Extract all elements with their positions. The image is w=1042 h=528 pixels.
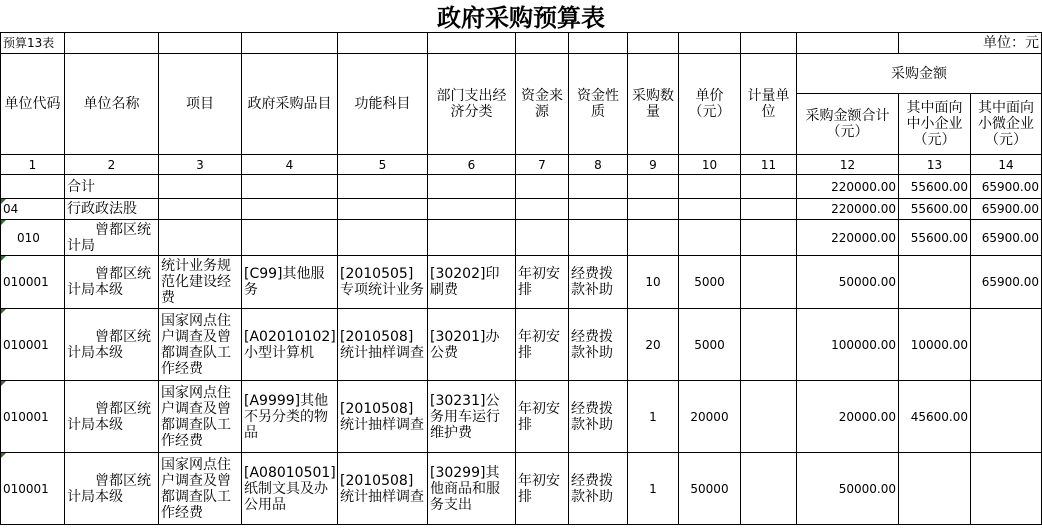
cell-price: 20000	[679, 381, 741, 453]
header-gov-item: 政府采购品目	[242, 54, 338, 155]
cell-sme: 55600.00	[899, 199, 971, 220]
header-micro: 其中面向小微企业（元）	[971, 94, 1042, 155]
cell-qty	[628, 199, 679, 220]
table-meta-row	[1, 33, 1042, 54]
header-price: 单价（元）	[679, 54, 741, 155]
cell-total: 20000.00	[797, 381, 899, 453]
cell-sme	[899, 453, 971, 525]
cell-total: 100000.00	[797, 309, 899, 381]
cell-name: 曾都区统计局本级	[65, 256, 159, 309]
cell-price: 50000	[679, 453, 741, 525]
cell-project: 国家网点住户调查及曾都调查队工作经费	[159, 453, 242, 525]
cell-total: 50000.00	[797, 256, 899, 309]
cell-source: 年初安排	[516, 309, 569, 381]
col-number: 3	[159, 155, 242, 175]
header-meas-unit: 计量单位	[741, 54, 797, 155]
cell-func: [2010508]统计抽样调查	[338, 381, 428, 453]
col-number: 14	[971, 155, 1042, 175]
header-qty: 采购数量	[628, 54, 679, 155]
page-title: 政府采购预算表	[437, 4, 605, 32]
unit-label: 单位：元	[899, 33, 1042, 54]
cell-meas-unit	[741, 381, 797, 453]
col-number: 8	[569, 155, 628, 175]
cell-meas-unit	[741, 220, 797, 256]
cell-meas-unit	[741, 453, 797, 525]
cell-price: 5000	[679, 256, 741, 309]
cell-item	[242, 199, 338, 220]
cell-func: [2010505]专项统计业务	[338, 256, 428, 309]
cell-source: 年初安排	[516, 381, 569, 453]
cell-micro	[971, 381, 1042, 453]
cell-nature: 经费拨款补助	[569, 453, 628, 525]
cell-func: [2010508]统计抽样调查	[338, 309, 428, 381]
col-number: 10	[679, 155, 741, 175]
cell-project: 统计业务规范化建设经费	[159, 256, 242, 309]
cell-sme: 55600.00	[899, 175, 971, 199]
cell-project	[159, 175, 242, 199]
cell-price	[679, 220, 741, 256]
cell-sme: 10000.00	[899, 309, 971, 381]
cell-nature: 经费拨款补助	[569, 309, 628, 381]
col-number: 7	[516, 155, 569, 175]
cell-total: 220000.00	[797, 199, 899, 220]
header-econ-class: 部门支出经济分类	[428, 54, 516, 155]
header-row	[1, 54, 1042, 94]
budget-table	[0, 32, 1042, 525]
cell-micro	[971, 309, 1042, 381]
header-func-subject: 功能科目	[338, 54, 428, 155]
table-row-total	[1, 175, 1042, 199]
cell-total: 220000.00	[797, 175, 899, 199]
header-sme: 其中面向中小企业（元）	[899, 94, 971, 155]
cell-meas-unit	[741, 309, 797, 381]
cell-item: [A08010501]纸制文具及办公用品	[242, 453, 338, 525]
header-amount-group: 采购金额	[797, 54, 1042, 94]
col-number: 13	[899, 155, 971, 175]
cell-name: 行政政法股	[65, 199, 159, 220]
cell-name: 曾都区统计局	[65, 220, 159, 256]
col-number: 11	[741, 155, 797, 175]
cell-name: 曾都区统计局本级	[65, 381, 159, 453]
cell-name: 曾都区统计局本级	[65, 309, 159, 381]
cell-source	[516, 220, 569, 256]
cell-code: 010001	[1, 381, 65, 453]
col-number: 4	[242, 155, 338, 175]
col-number: 2	[65, 155, 159, 175]
col-number: 5	[338, 155, 428, 175]
cell-econ: [30202]印刷费	[428, 256, 516, 309]
cell-source	[516, 175, 569, 199]
cell-meas-unit	[741, 175, 797, 199]
cell-name: 合计	[65, 175, 159, 199]
header-fund-nature: 资金性质	[569, 54, 628, 155]
cell-nature	[569, 199, 628, 220]
cell-code: 010001	[1, 453, 65, 525]
table-id: 预算13表	[1, 33, 65, 54]
cell-sme	[899, 256, 971, 309]
column-number-row	[1, 155, 1042, 175]
cell-econ	[428, 220, 516, 256]
cell-total: 220000.00	[797, 220, 899, 256]
cell-func	[338, 199, 428, 220]
cell-econ	[428, 199, 516, 220]
cell-total: 50000.00	[797, 453, 899, 525]
cell-qty: 20	[628, 309, 679, 381]
cell-meas-unit	[741, 256, 797, 309]
cell-qty: 10	[628, 256, 679, 309]
cell-sme: 45600.00	[899, 381, 971, 453]
cell-econ: [30299]其他商品和服务支出	[428, 453, 516, 525]
cell-econ	[428, 175, 516, 199]
cell-code: 010001	[1, 256, 65, 309]
cell-econ: [30231]公务用车运行维护费	[428, 381, 516, 453]
cell-project: 国家网点住户调查及曾都调查队工作经费	[159, 381, 242, 453]
cell-qty	[628, 220, 679, 256]
cell-func	[338, 220, 428, 256]
cell-meas-unit	[741, 199, 797, 220]
col-number: 9	[628, 155, 679, 175]
cell-price: 5000	[679, 309, 741, 381]
cell-micro: 65900.00	[971, 220, 1042, 256]
header-project: 项目	[159, 54, 242, 155]
cell-nature: 经费拨款补助	[569, 256, 628, 309]
col-number: 6	[428, 155, 516, 175]
header-amount-total: 采购金额合计（元）	[797, 94, 899, 155]
header-fund-source: 资金来源	[516, 54, 569, 155]
col-number: 1	[1, 155, 65, 175]
cell-nature: 经费拨款补助	[569, 381, 628, 453]
header-unit-name: 单位名称	[65, 54, 159, 155]
table-row	[1, 381, 1042, 453]
cell-nature	[569, 220, 628, 256]
cell-econ: [30201]办公费	[428, 309, 516, 381]
cell-qty: 1	[628, 453, 679, 525]
cell-price	[679, 175, 741, 199]
cell-item	[242, 220, 338, 256]
cell-source: 年初安排	[516, 453, 569, 525]
cell-source	[516, 199, 569, 220]
cell-nature	[569, 175, 628, 199]
col-number: 12	[797, 155, 899, 175]
cell-code: 010001	[1, 309, 65, 381]
cell-name: 曾都区统计局本级	[65, 453, 159, 525]
cell-qty	[628, 175, 679, 199]
cell-project	[159, 199, 242, 220]
cell-micro: 65900.00	[971, 256, 1042, 309]
cell-func	[338, 175, 428, 199]
cell-item: [C99]其他服务	[242, 256, 338, 309]
table-row	[1, 453, 1042, 525]
table-row-dept	[1, 199, 1042, 220]
cell-item: [A02010102]小型计算机	[242, 309, 338, 381]
cell-item	[242, 175, 338, 199]
header-unit-code: 单位代码	[1, 54, 65, 155]
cell-code: 04	[1, 199, 65, 220]
cell-item: [A9999]其他不另分类的物品	[242, 381, 338, 453]
cell-code	[1, 175, 65, 199]
cell-micro	[971, 453, 1042, 525]
cell-micro: 65900.00	[971, 199, 1042, 220]
cell-price	[679, 199, 741, 220]
cell-source: 年初安排	[516, 256, 569, 309]
table-row-unit	[1, 220, 1042, 256]
cell-project	[159, 220, 242, 256]
cell-project: 国家网点住户调查及曾都调查队工作经费	[159, 309, 242, 381]
table-row	[1, 309, 1042, 381]
table-row	[1, 256, 1042, 309]
cell-func: [2010508]统计抽样调查	[338, 453, 428, 525]
cell-code: 010	[1, 220, 65, 256]
cell-sme: 55600.00	[899, 220, 971, 256]
cell-micro: 65900.00	[971, 175, 1042, 199]
cell-qty: 1	[628, 381, 679, 453]
